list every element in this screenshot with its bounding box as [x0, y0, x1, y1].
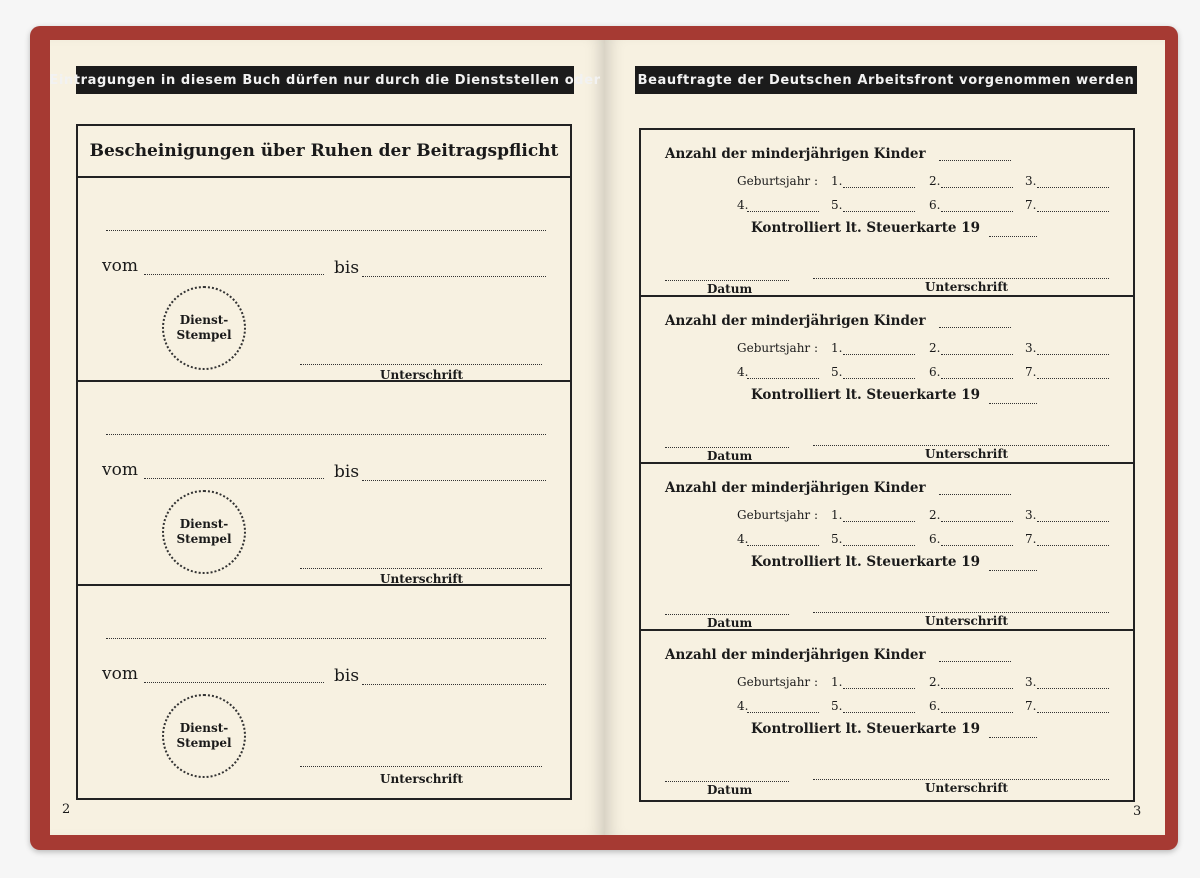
birth-line	[843, 712, 915, 713]
signature-label: Unterschrift	[380, 572, 464, 586]
birth-line	[843, 354, 915, 355]
children-count-label: Anzahl der minderjährigen Kinder	[665, 313, 926, 329]
birth-line	[747, 211, 819, 212]
page-number-left: 2	[62, 802, 71, 817]
signature-line	[813, 612, 1109, 613]
birth-line	[941, 521, 1013, 522]
stamp-line1: Dienst-	[179, 313, 229, 327]
birth-year-4: 4.	[737, 699, 749, 713]
birth-line	[843, 211, 915, 212]
birth-year-2: 2.	[929, 508, 941, 522]
signature-label: Unterschrift	[925, 614, 1009, 628]
birth-line	[941, 378, 1013, 379]
birth-year-label: Geburtsjahr :	[737, 508, 819, 522]
birth-line	[1037, 688, 1109, 689]
birth-year-5: 5.	[831, 699, 843, 713]
signature-line	[813, 779, 1109, 780]
tax-card-check-label: Kontrolliert lt. Steuerkarte 19	[751, 554, 981, 570]
children-count-label: Anzahl der minderjährigen Kinder	[665, 480, 926, 496]
birth-year-4: 4.	[737, 532, 749, 546]
birth-year-label: Geburtsjahr :	[737, 174, 819, 188]
to-label: bis	[334, 462, 360, 482]
birth-year-6: 6.	[929, 198, 941, 212]
to-line	[362, 480, 546, 481]
date-label: Datum	[707, 449, 753, 463]
from-line	[144, 478, 324, 479]
date-line	[665, 781, 789, 782]
birth-year-4: 4.	[737, 198, 749, 212]
signature-line	[300, 568, 542, 569]
birth-year-3: 3.	[1025, 508, 1037, 522]
signature-label: Unterschrift	[925, 280, 1009, 294]
service-stamp-circle	[162, 490, 246, 574]
birth-year-3: 3.	[1025, 675, 1037, 689]
birth-year-2: 2.	[929, 174, 941, 188]
birth-year-1: 1.	[831, 174, 843, 188]
entry-line	[106, 230, 546, 231]
birth-line	[941, 545, 1013, 546]
certificate-section	[78, 586, 570, 792]
birth-line	[941, 688, 1013, 689]
birth-line	[747, 712, 819, 713]
certificate-section	[78, 178, 570, 382]
birth-year-2: 2.	[929, 675, 941, 689]
date-label: Datum	[707, 282, 753, 296]
children-count-label: Anzahl der minderjährigen Kinder	[665, 647, 926, 663]
children-record-section	[641, 464, 1133, 631]
birth-line	[1037, 378, 1109, 379]
from-label: vom	[102, 460, 138, 480]
birth-year-5: 5.	[831, 198, 843, 212]
tax-card-check-label: Kontrolliert lt. Steuerkarte 19	[751, 220, 981, 236]
from-label: vom	[102, 664, 138, 684]
tax-card-check-label: Kontrolliert lt. Steuerkarte 19	[751, 387, 981, 403]
signature-line	[813, 445, 1109, 446]
tax-card-check-label: Kontrolliert lt. Steuerkarte 19	[751, 721, 981, 737]
birth-line	[941, 211, 1013, 212]
birth-line	[843, 545, 915, 546]
from-label: vom	[102, 256, 138, 276]
birth-line	[1037, 545, 1109, 546]
birth-year-3: 3.	[1025, 341, 1037, 355]
children-record-form	[639, 128, 1135, 802]
page-number-right: 3	[1133, 804, 1142, 819]
form-title: Bescheinigungen über Ruhen der Beitragspflicht	[78, 126, 570, 178]
to-line	[362, 276, 546, 277]
birth-line	[1037, 712, 1109, 713]
left-banner: Eintragungen in diesem Buch dürfen nur durch die Dienststellen oder	[76, 66, 574, 94]
stamp-line1: Dienst-	[179, 721, 229, 735]
birth-line	[747, 545, 819, 546]
tax-year-line	[989, 236, 1037, 237]
birth-year-5: 5.	[831, 365, 843, 379]
right-page	[605, 40, 1165, 835]
to-line	[362, 684, 546, 685]
service-stamp-circle	[162, 286, 246, 370]
birth-year-6: 6.	[929, 699, 941, 713]
birth-line	[1037, 354, 1109, 355]
birth-year-6: 6.	[929, 532, 941, 546]
signature-line	[813, 278, 1109, 279]
contribution-suspension-form	[76, 124, 572, 800]
tax-year-line	[989, 737, 1037, 738]
children-count-line	[939, 327, 1011, 328]
entry-line	[106, 638, 546, 639]
birth-year-7: 7.	[1025, 365, 1037, 379]
birth-line	[941, 712, 1013, 713]
children-count-label: Anzahl der minderjährigen Kinder	[665, 146, 926, 162]
signature-label: Unterschrift	[925, 447, 1009, 461]
birth-line	[941, 354, 1013, 355]
service-stamp-circle	[162, 694, 246, 778]
birth-year-6: 6.	[929, 365, 941, 379]
birth-line	[843, 378, 915, 379]
tax-year-line	[989, 403, 1037, 404]
stamp-line2: Stempel	[176, 532, 232, 546]
birth-line	[843, 688, 915, 689]
birth-line	[1037, 211, 1109, 212]
birth-year-5: 5.	[831, 532, 843, 546]
children-record-section	[641, 631, 1133, 799]
date-line	[665, 614, 789, 615]
birth-line	[843, 187, 915, 188]
signature-label: Unterschrift	[380, 772, 464, 786]
birth-year-7: 7.	[1025, 532, 1037, 546]
signature-line	[300, 766, 542, 767]
birth-line	[843, 521, 915, 522]
children-count-line	[939, 494, 1011, 495]
to-label: bis	[334, 666, 360, 686]
birth-line	[941, 187, 1013, 188]
children-count-line	[939, 160, 1011, 161]
signature-line	[300, 364, 542, 365]
signature-label: Unterschrift	[380, 368, 464, 382]
birth-line	[1037, 187, 1109, 188]
birth-year-1: 1.	[831, 341, 843, 355]
birth-year-7: 7.	[1025, 699, 1037, 713]
children-count-line	[939, 661, 1011, 662]
children-record-section	[641, 130, 1133, 297]
birth-year-1: 1.	[831, 675, 843, 689]
date-label: Datum	[707, 783, 753, 797]
children-record-section	[641, 297, 1133, 464]
date-line	[665, 280, 789, 281]
birth-year-1: 1.	[831, 508, 843, 522]
date-label: Datum	[707, 616, 753, 630]
birth-year-4: 4.	[737, 365, 749, 379]
stamp-line2: Stempel	[176, 328, 232, 342]
birth-line	[747, 378, 819, 379]
birth-year-2: 2.	[929, 341, 941, 355]
to-label: bis	[334, 258, 360, 278]
birth-year-3: 3.	[1025, 174, 1037, 188]
left-page	[50, 40, 605, 835]
stamp-line1: Dienst-	[179, 517, 229, 531]
right-banner: Beauftragte der Deutschen Arbeitsfront vorgenommen werden	[635, 66, 1137, 94]
birth-line	[1037, 521, 1109, 522]
from-line	[144, 682, 324, 683]
from-line	[144, 274, 324, 275]
entry-line	[106, 434, 546, 435]
birth-year-label: Geburtsjahr :	[737, 675, 819, 689]
certificate-section	[78, 382, 570, 586]
signature-label: Unterschrift	[925, 781, 1009, 795]
birth-year-7: 7.	[1025, 198, 1037, 212]
birth-year-label: Geburtsjahr :	[737, 341, 819, 355]
stamp-line2: Stempel	[176, 736, 232, 750]
tax-year-line	[989, 570, 1037, 571]
date-line	[665, 447, 789, 448]
